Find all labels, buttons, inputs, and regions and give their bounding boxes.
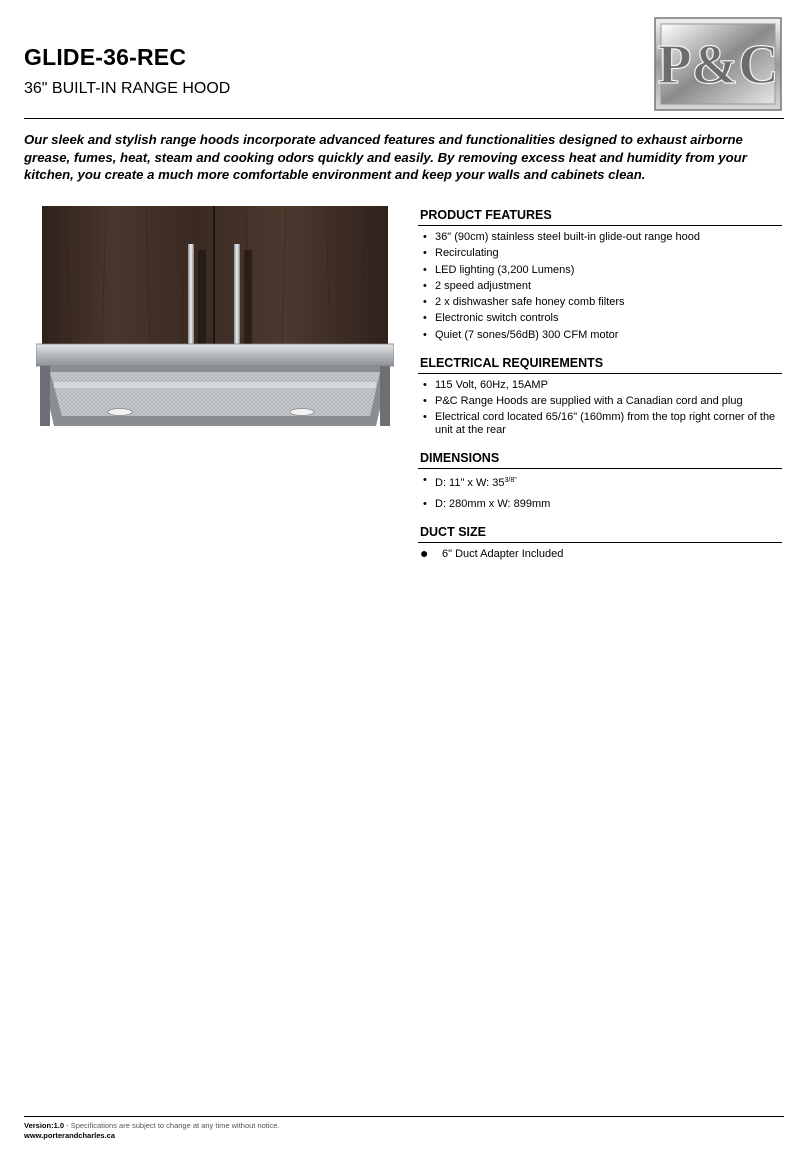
electrical-heading: ELECTRICAL REQUIREMENTS: [418, 356, 782, 374]
footer-divider: [24, 1116, 784, 1117]
logo-lettering: P&C: [657, 34, 779, 96]
bullet-icon: •: [423, 279, 427, 292]
bullet-icon: •: [423, 328, 427, 341]
bullet-icon: •: [423, 263, 427, 276]
list-item: • 2 x dishwasher safe honey comb filters: [423, 296, 625, 309]
list-item: • Electrical cord located 65/16" (160mm) from the top right corner of the unit at the rear: [423, 411, 776, 437]
bullet-icon: •: [423, 411, 427, 424]
features-list: [418, 231, 782, 342]
product-subtitle: 36" BUILT-IN RANGE HOOD: [24, 80, 231, 97]
version-label: Version:1.0: [24, 1121, 65, 1130]
intro-paragraph: Our sleek and stylish range hoods incorporate advanced features and functionalities designed to exhaust airborne grease, fumes, heat, steam and cooking odors quickly and easily. By removing excess heat and humidity from your kitchen, you create a much more comfortable environment and keep your walls and cabinets clean.: [24, 132, 747, 182]
led-light-right: [290, 409, 314, 416]
footer-notice: - Specifications are subject to change at any time without notice.: [64, 1121, 280, 1130]
list-item: ● 6" Duct Adapter Included: [420, 545, 564, 562]
led-light-left: [108, 409, 132, 416]
product-title: GLIDE-36-REC: [24, 44, 187, 70]
bullet-icon: ●: [420, 545, 429, 562]
bullet-icon: •: [423, 498, 427, 511]
brand-logo: [654, 17, 782, 111]
cabinet-handle-right: [234, 244, 240, 344]
duct-section: [418, 525, 782, 561]
list-item: • Quiet (7 sones/56dB) 300 CFM motor: [423, 328, 619, 341]
electrical-list: [418, 379, 782, 438]
list-item: • D: 280mm x W: 899mm: [423, 498, 551, 511]
specs-column: [418, 208, 782, 575]
product-photo: [36, 206, 394, 430]
website-link[interactable]: www.porterandcharles.ca: [24, 1131, 116, 1140]
footer: [24, 1121, 280, 1141]
list-item: • Recirculating: [423, 247, 499, 260]
features-section: [418, 208, 782, 342]
bullet-icon: •: [423, 231, 427, 243]
dimensions-heading: DIMENSIONS: [418, 451, 782, 469]
list-item: • D: 11" x W: $35^{3/8"}$: [423, 474, 517, 490]
hood-filter: [50, 372, 380, 416]
list-item: • Electronic switch controls: [423, 312, 559, 325]
duct-list: [418, 545, 782, 562]
bullet-icon: •: [423, 395, 427, 408]
electrical-section: [418, 356, 782, 438]
list-item: • LED lighting (3,200 Lumens): [423, 263, 575, 276]
duct-heading: DUCT SIZE: [418, 525, 782, 543]
bullet-icon: •: [423, 312, 427, 325]
header-divider: [24, 118, 784, 119]
features-heading: PRODUCT FEATURES: [418, 208, 782, 226]
list-item: • 115 Volt, 60Hz, 15AMP: [423, 378, 548, 391]
list-item: • P&C Range Hoods are supplied with a Canadian cord and plug: [423, 395, 743, 408]
dimensions-section: [418, 451, 782, 511]
dimensions-list: [418, 474, 782, 511]
bullet-icon: •: [423, 247, 427, 260]
cabinet-handle-left: [188, 244, 194, 344]
bullet-icon: •: [423, 378, 427, 391]
bullet-icon: •: [423, 296, 427, 309]
list-item: • 2 speed adjustment: [423, 279, 532, 292]
list-item: • 36" (90cm) stainless steel built-in glide-out range hood: [423, 231, 700, 243]
bullet-icon: •: [423, 474, 427, 487]
